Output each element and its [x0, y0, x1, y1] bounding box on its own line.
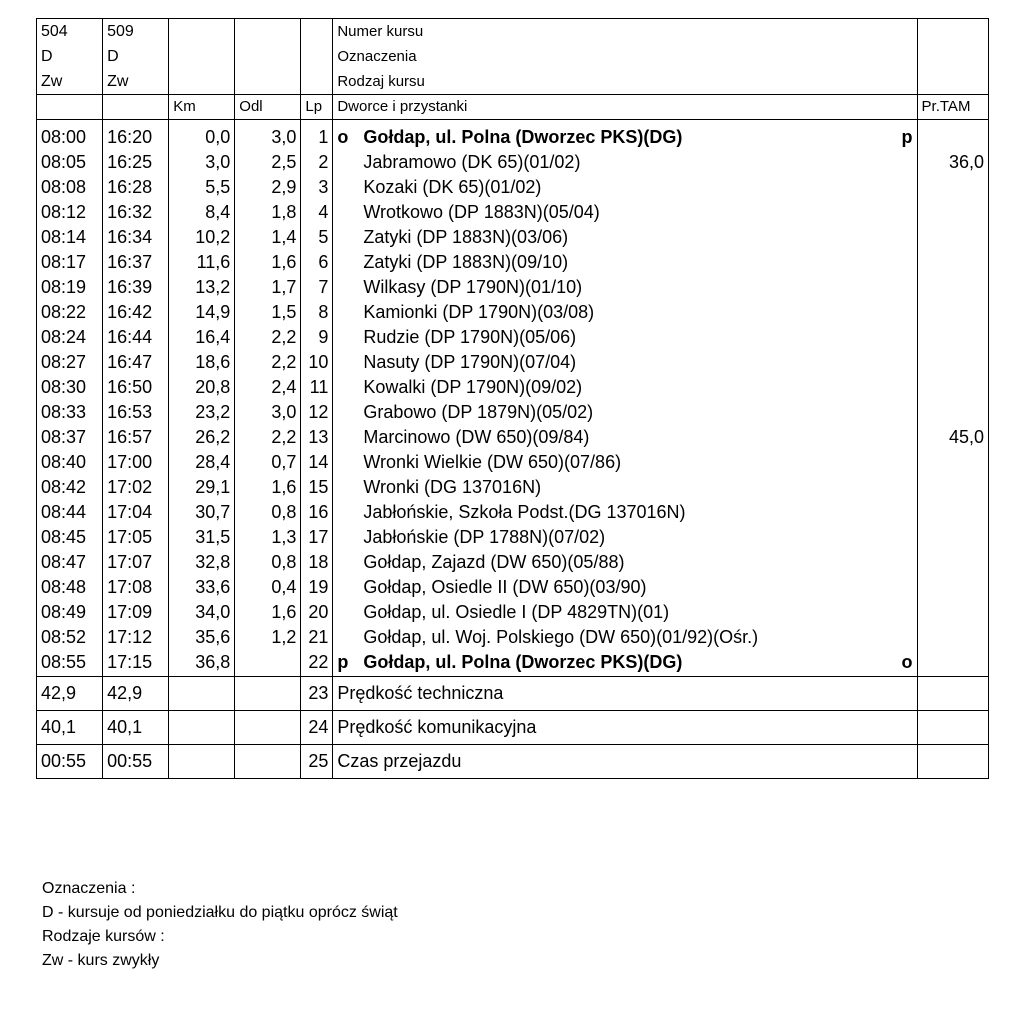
- stop-t2: 16:53: [107, 402, 153, 422]
- stop-km: 34,0: [195, 602, 231, 622]
- stop-name: Wilkasy (DP 1790N)(01/10): [363, 277, 583, 297]
- stop-t1: 08:42: [41, 477, 87, 497]
- col-odl: Odl: [235, 95, 301, 120]
- stop-row: [337, 575, 912, 600]
- stop-km: 31,5: [195, 527, 231, 547]
- header-labels: [333, 19, 917, 95]
- stop-t1: 08:12: [41, 202, 87, 222]
- summary-value-1: 00:55: [37, 745, 103, 779]
- empty-cell: [917, 745, 988, 779]
- stop-row: [337, 150, 912, 175]
- stops-body: [37, 120, 989, 677]
- stop-name: Jabramowo (DK 65)(01/02): [363, 152, 581, 172]
- summary-rows: [37, 677, 989, 779]
- stop-t2: 17:00: [107, 452, 153, 472]
- stop-pr: [922, 200, 984, 225]
- stop-pr: [922, 325, 984, 350]
- stop-pr: [922, 125, 984, 150]
- stop-t1: 08:49: [41, 602, 87, 622]
- stop-odl: 2,4: [271, 377, 297, 397]
- stop-odl: 2,5: [271, 152, 297, 172]
- course-header: [37, 19, 989, 95]
- summary-value-1: 42,9: [37, 677, 103, 711]
- stop-t1: 08:05: [41, 152, 87, 172]
- empty-cell: [235, 677, 301, 711]
- stop-name: Grabowo (DP 1879N)(05/02): [363, 402, 594, 422]
- stop-t1: 08:55: [41, 652, 87, 672]
- stop-km: 29,1: [195, 477, 231, 497]
- legend-designation-d: D - kursuje od poniedziałku do piątku oprócz świąt: [42, 904, 398, 921]
- stop-odl: 2,2: [271, 327, 297, 347]
- stop-name: Wronki Wielkie (DW 650)(07/86): [363, 452, 622, 472]
- summary-value-2: 00:55: [103, 745, 169, 779]
- col-stops: Dworce i przystanki: [333, 95, 917, 120]
- stop-lp: 19: [308, 577, 329, 597]
- summary-label: Czas przejazdu: [333, 745, 917, 779]
- stop-row: [337, 375, 912, 400]
- stop-lp: 11: [309, 377, 329, 397]
- empty-cell: [917, 677, 988, 711]
- col-pr-tam: Pr.TAM: [917, 95, 988, 120]
- stop-odl: [239, 650, 296, 675]
- legend-types-title: Rodzaje kursów :: [42, 928, 165, 945]
- times-course-2: [103, 120, 169, 677]
- stop-km: 28,4: [195, 452, 231, 472]
- stop-km: 36,8: [195, 652, 231, 672]
- stop-t2: 17:02: [107, 477, 153, 497]
- stop-row: [337, 250, 912, 275]
- stop-row: [337, 300, 912, 325]
- legend: [42, 877, 398, 973]
- stop-pr: [922, 550, 984, 575]
- stop-km: 35,6: [195, 627, 231, 647]
- stop-t2: 16:47: [107, 352, 153, 372]
- stop-odl: 1,6: [271, 602, 297, 622]
- stop-t1: 08:33: [41, 402, 87, 422]
- stop-odl: 3,0: [271, 127, 297, 147]
- stop-row: [337, 525, 912, 550]
- empty-cell: [917, 19, 988, 95]
- summary-lp: 24: [301, 711, 333, 745]
- stop-t2: 16:57: [107, 427, 153, 447]
- pr-tam-column: [917, 120, 988, 677]
- stop-pr: [922, 650, 984, 675]
- stop-odl: 1,8: [271, 202, 297, 222]
- summary-value-2: 40,1: [103, 711, 169, 745]
- stop-pr: [922, 450, 984, 475]
- stop-km: 26,2: [195, 427, 231, 447]
- stop-lp: 8: [318, 302, 329, 322]
- stop-t2: 17:15: [107, 652, 153, 672]
- stop-km: 23,2: [195, 402, 231, 422]
- stop-t1: 08:30: [41, 377, 87, 397]
- stop-lp: 14: [308, 452, 329, 472]
- stop-name: Wrotkowo (DP 1883N)(05/04): [363, 202, 600, 222]
- stop-km: 32,8: [195, 552, 231, 572]
- stop-lp: 17: [308, 527, 329, 547]
- empty-cell: [37, 95, 103, 120]
- stop-name: Marcinowo (DW 650)(09/84): [363, 427, 590, 447]
- empty-cell: [169, 19, 235, 95]
- stop-odl: 1,7: [271, 277, 297, 297]
- stop-t1: 08:19: [41, 277, 87, 297]
- stop-lp: 2: [318, 152, 329, 172]
- stop-t1: 08:08: [41, 177, 87, 197]
- stop-name: Kowalki (DP 1790N)(09/02): [363, 377, 583, 397]
- course-1-header: [37, 19, 103, 95]
- empty-cell: [235, 711, 301, 745]
- empty-cell: [235, 745, 301, 779]
- stop-row: [337, 350, 912, 375]
- course-designation: D: [41, 48, 53, 65]
- stop-odl: 1,6: [271, 477, 297, 497]
- stop-lp: 21: [308, 627, 329, 647]
- stop-row: [337, 600, 912, 625]
- stop-t1: 08:14: [41, 227, 87, 247]
- stop-name: Gołdap, ul. Osiedle I (DP 4829TN)(01): [363, 602, 670, 622]
- stop-name: Rudzie (DP 1790N)(05/06): [363, 327, 577, 347]
- stop-row: [337, 450, 912, 475]
- stop-t1: 08:37: [41, 427, 87, 447]
- stop-t2: 16:20: [107, 127, 153, 147]
- stop-row: [337, 650, 912, 675]
- timetable: [36, 18, 989, 779]
- col-lp: Lp: [301, 95, 333, 120]
- stop-marker-before: p: [337, 652, 349, 672]
- stop-t1: 08:24: [41, 327, 87, 347]
- empty-cell: [301, 19, 333, 95]
- course-type: Zw: [107, 73, 129, 90]
- stop-row: [337, 550, 912, 575]
- stop-km: 14,9: [195, 302, 231, 322]
- stop-row: [337, 475, 912, 500]
- summary-value-2: 42,9: [103, 677, 169, 711]
- stop-t2: 17:07: [107, 552, 153, 572]
- stop-lp: 13: [308, 427, 329, 447]
- lp-column: [301, 120, 333, 677]
- stop-odl: 2,9: [271, 177, 297, 197]
- stop-km: 10,2: [195, 227, 231, 247]
- stop-km: 30,7: [195, 502, 231, 522]
- stop-pr: [922, 175, 984, 200]
- stop-km: 13,2: [195, 277, 231, 297]
- stop-odl: 0,8: [271, 502, 297, 522]
- km-column: [169, 120, 235, 677]
- stop-odl: 0,8: [271, 552, 297, 572]
- stop-odl: 1,5: [271, 302, 297, 322]
- empty-cell: [169, 677, 235, 711]
- course-designation: D: [107, 48, 119, 65]
- stop-t2: 16:50: [107, 377, 153, 397]
- stop-km: 18,6: [195, 352, 231, 372]
- stop-name: Jabłońskie (DP 1788N)(07/02): [363, 527, 606, 547]
- stop-row: [337, 225, 912, 250]
- stop-odl: 1,4: [271, 227, 297, 247]
- summary-label: Prędkość komunikacyjna: [333, 711, 917, 745]
- stop-t2: 16:32: [107, 202, 153, 222]
- stop-t2: 16:25: [107, 152, 153, 172]
- stop-km: 8,4: [205, 202, 231, 222]
- stop-km: 5,5: [205, 177, 231, 197]
- stop-marker-before: o: [337, 127, 349, 147]
- stop-name: Zatyki (DP 1883N)(09/10): [363, 252, 569, 272]
- stop-odl: 1,3: [271, 527, 297, 547]
- stop-odl: 1,2: [271, 627, 297, 647]
- stop-lp: 15: [308, 477, 329, 497]
- stop-name: Kamionki (DP 1790N)(03/08): [363, 302, 595, 322]
- stop-odl: 2,2: [271, 427, 297, 447]
- stop-t2: 17:09: [107, 602, 153, 622]
- stop-row: [337, 275, 912, 300]
- stop-pr: 45,0: [948, 427, 984, 447]
- stop-lp: 7: [318, 277, 329, 297]
- summary-label: Prędkość techniczna: [333, 677, 917, 711]
- stop-odl: 1,6: [271, 252, 297, 272]
- stop-pr: [922, 375, 984, 400]
- stop-lp: 18: [308, 552, 329, 572]
- stop-t1: 08:52: [41, 627, 87, 647]
- stop-row: [337, 425, 912, 450]
- course-type: Zw: [41, 73, 63, 90]
- stop-pr: [922, 625, 984, 650]
- stop-km: 20,8: [195, 377, 231, 397]
- stop-marker-after: p: [901, 127, 913, 147]
- stop-pr: [922, 500, 984, 525]
- summary-lp: 25: [301, 745, 333, 779]
- stop-pr: [922, 475, 984, 500]
- times-course-1: [37, 120, 103, 677]
- stop-pr: [922, 350, 984, 375]
- stop-lp: 20: [308, 602, 329, 622]
- stop-lp: 6: [318, 252, 329, 272]
- stop-row: [337, 400, 912, 425]
- stop-t2: 17:05: [107, 527, 153, 547]
- summary-row: [37, 677, 989, 711]
- legend-type-zw: Zw - kurs zwykły: [42, 952, 160, 969]
- stop-t1: 08:00: [41, 127, 87, 147]
- empty-cell: [103, 95, 169, 120]
- stop-km: 33,6: [195, 577, 231, 597]
- stop-pr: [922, 225, 984, 250]
- stop-t1: 08:44: [41, 502, 87, 522]
- stop-pr: [922, 600, 984, 625]
- course-number: 509: [107, 23, 134, 40]
- summary-row: [37, 745, 989, 779]
- stop-lp: 9: [318, 327, 329, 347]
- col-km: Km: [169, 95, 235, 120]
- empty-cell: [169, 711, 235, 745]
- stop-pr: [922, 300, 984, 325]
- course-2-header: [103, 19, 169, 95]
- stop-lp: 1: [318, 127, 329, 147]
- stop-marker-after: o: [901, 652, 913, 672]
- stop-row: [337, 200, 912, 225]
- stop-t1: 08:27: [41, 352, 87, 372]
- stop-t2: 16:28: [107, 177, 153, 197]
- stop-row: [337, 175, 912, 200]
- stop-lp: 12: [308, 402, 329, 422]
- empty-cell: [917, 711, 988, 745]
- stop-t1: 08:47: [41, 552, 87, 572]
- stop-t1: 08:40: [41, 452, 87, 472]
- stop-odl: 3,0: [271, 402, 297, 422]
- label-course-number: Numer kursu: [337, 23, 424, 40]
- stop-km: 0,0: [205, 127, 231, 147]
- stop-t2: 16:37: [107, 252, 153, 272]
- summary-row: [37, 711, 989, 745]
- course-number: 504: [41, 23, 68, 40]
- stop-row: [337, 125, 912, 150]
- stop-name: Gołdap, Osiedle II (DW 650)(03/90): [363, 577, 647, 597]
- stop-name: Wronki (DG 137016N): [363, 477, 542, 497]
- stop-row: [337, 500, 912, 525]
- empty-cell: [169, 745, 235, 779]
- odl-column: [235, 120, 301, 677]
- legend-designations-title: Oznaczenia :: [42, 880, 136, 897]
- summary-lp: 23: [301, 677, 333, 711]
- column-headers: [37, 95, 989, 120]
- stops-column: [333, 120, 917, 677]
- stop-pr: [922, 525, 984, 550]
- stop-row: [337, 625, 912, 650]
- stop-t2: 17:04: [107, 502, 153, 522]
- stop-t2: 16:42: [107, 302, 153, 322]
- stop-name: Nasuty (DP 1790N)(07/04): [363, 352, 577, 372]
- stop-pr: [922, 250, 984, 275]
- stop-pr: [922, 275, 984, 300]
- stop-odl: 0,7: [271, 452, 297, 472]
- stop-odl: 2,2: [271, 352, 297, 372]
- stop-t2: 16:44: [107, 327, 153, 347]
- stop-name: Gołdap, ul. Woj. Polskiego (DW 650)(01/92)(Ośr.): [363, 627, 759, 647]
- stop-name: Gołdap, ul. Polna (Dworzec PKS)(DG): [363, 652, 683, 672]
- stop-name: Jabłońskie, Szkoła Podst.(DG 137016N): [363, 502, 686, 522]
- stop-t2: 16:34: [107, 227, 153, 247]
- stop-lp: 3: [318, 177, 329, 197]
- stop-name: Gołdap, ul. Polna (Dworzec PKS)(DG): [363, 127, 683, 147]
- label-course-type: Rodzaj kursu: [337, 73, 425, 90]
- stop-lp: 10: [308, 352, 329, 372]
- summary-value-1: 40,1: [37, 711, 103, 745]
- stop-lp: 5: [318, 227, 329, 247]
- stop-name: Gołdap, Zajazd (DW 650)(05/88): [363, 552, 625, 572]
- stop-pr: [922, 400, 984, 425]
- stop-t1: 08:22: [41, 302, 87, 322]
- stop-lp: 22: [308, 652, 329, 672]
- label-designations: Oznaczenia: [337, 48, 417, 65]
- stop-pr: 36,0: [948, 152, 984, 172]
- empty-cell: [235, 19, 301, 95]
- stop-row: [337, 325, 912, 350]
- stop-lp: 4: [318, 202, 329, 222]
- stop-name: Zatyki (DP 1883N)(03/06): [363, 227, 569, 247]
- stop-t1: 08:48: [41, 577, 87, 597]
- stop-lp: 16: [308, 502, 329, 522]
- stop-km: 11,6: [196, 252, 231, 272]
- stop-pr: [922, 575, 984, 600]
- stop-name: Kozaki (DK 65)(01/02): [363, 177, 542, 197]
- stop-t1: 08:45: [41, 527, 87, 547]
- stop-t2: 17:08: [107, 577, 153, 597]
- stop-t2: 16:39: [107, 277, 153, 297]
- stop-t2: 17:12: [107, 627, 153, 647]
- stop-km: 16,4: [195, 327, 231, 347]
- stop-odl: 0,4: [271, 577, 297, 597]
- stop-km: 3,0: [205, 152, 231, 172]
- stop-t1: 08:17: [41, 252, 87, 272]
